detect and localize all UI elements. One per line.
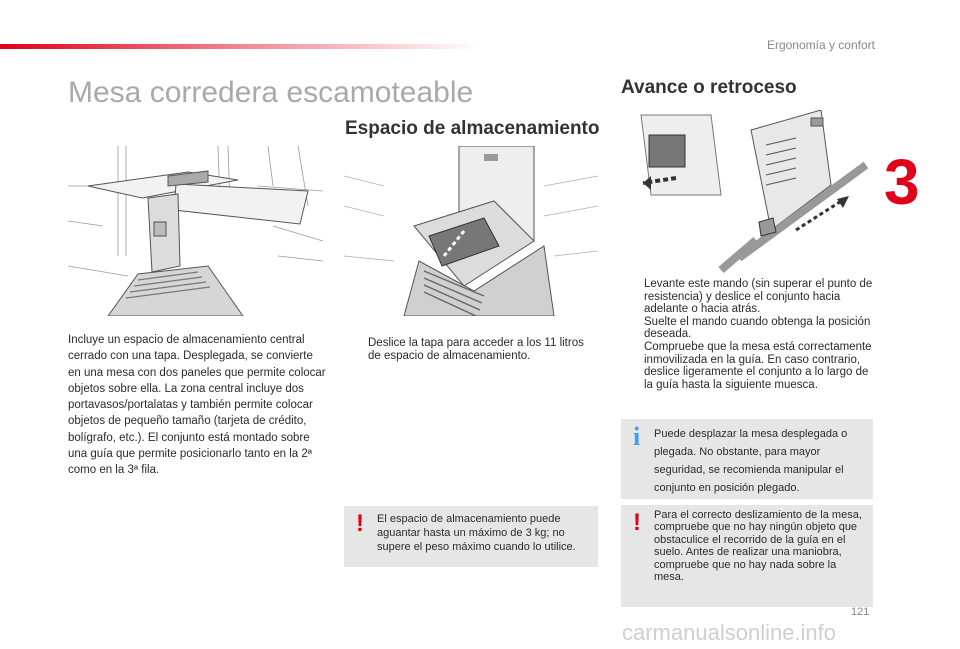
page-number: 121 [851, 606, 870, 618]
storage-illustration [344, 146, 598, 316]
chapter-number: 3 [884, 146, 920, 218]
list-item: Levante este mando (sin superar el punto de resistencia) y deslice el conjunto hacia adelante o hacia atrás. [644, 278, 873, 316]
section-heading-espacio: Espacio de almacenamiento [345, 118, 600, 139]
header-accent-bar [0, 44, 480, 49]
slide-warning-box [621, 505, 873, 607]
slide-warning-text: Para el correcto deslizamiento de la mesa, compruebe que no hay ningún objeto que obstaculice el recorrido de la guía en el suelo. Antes de realizar una maniobra, compruebe que no hay nada sobre la mesa. [654, 509, 862, 584]
slide-illustration [621, 110, 873, 274]
storage-warning-text: El espacio de almacenamiento puede aguantar hasta un máximo de 3 kg; no supere el peso máximo cuando lo utilice. [377, 513, 576, 554]
intro-paragraph: Incluye un espacio de almacenamiento central cerrado con una tapa. Desplegada, se convierte en una mesa con dos paneles que permite colocar objetos sobre ella. La zona central incluye dos portavasos/portalatas y también permite colocar objetos de pequeño tamaño (tarjeta de crédito, bolígrafo, etc.). El conjunto está montado sobre una guía que permite posicionarlo tanto en la 2ª como en la 3ª fila. [68, 334, 326, 477]
info-icon: i [633, 422, 641, 451]
list-item: Compruebe que la mesa está correctamente inmovilizada en la guía. En caso contrario, deslice ligeramente el conjunto a lo largo de la guía hasta la siguiente muesca. [644, 340, 872, 391]
warning-icon: ! [633, 509, 641, 536]
storage-bullet-list [345, 337, 598, 362]
watermark: carmanualsonline.info [622, 620, 837, 645]
slide-bullet-list [621, 278, 873, 391]
info-text: Puede desplazar la mesa desplegada o plegada. No obstante, para mayor seguridad, se recomienda manipular el conjunto en posición plegado. [654, 428, 848, 494]
info-box [621, 419, 873, 499]
page-title: Mesa corredera escamoteable [68, 76, 474, 109]
chapter-title: Ergonomía y confort [766, 38, 875, 52]
warning-icon: ! [356, 510, 364, 537]
storage-warning-box [344, 506, 598, 567]
table-illustration [68, 146, 323, 316]
section-heading-avance: Avance o retroceso [621, 77, 797, 98]
list-item: Deslice la tapa para acceder a los 11 litros de espacio de almacenamiento. [368, 337, 584, 362]
list-item: Suelte el mando cuando obtenga la posición deseada. [644, 315, 871, 341]
